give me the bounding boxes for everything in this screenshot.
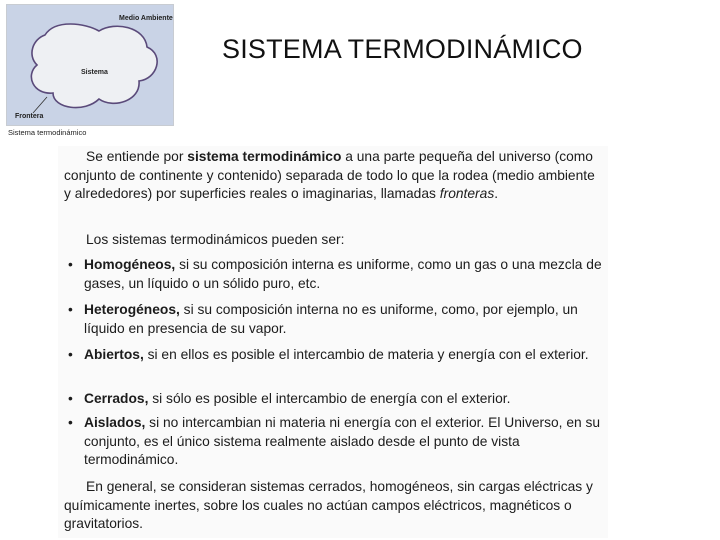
environment-label: Medio Ambiente: [119, 15, 173, 22]
item-term: Cerrados,: [84, 391, 149, 406]
item-description: si en ellos es posible el intercambio de materia y energía con el exterior.: [143, 347, 589, 362]
list-item: [64, 346, 604, 365]
textbook-excerpt: [58, 146, 608, 538]
system-label: Sistema: [81, 69, 108, 76]
intro-term: sistema termodinámico: [187, 149, 342, 164]
intro-end: .: [494, 186, 499, 202]
system-diagram: [6, 4, 174, 126]
bullet-icon: •: [68, 391, 73, 406]
bullet-icon: •: [68, 302, 73, 317]
intro-paragraph: [64, 148, 604, 204]
system-diagram-graphic: [7, 5, 173, 125]
general-paragraph: En general, se consideran sistemas cerrados, homogéneos, sin cargas eléctricas y químicamente inertes, sobre los cuales no actúan campos eléctricos, magnéticos o gravitatorios.: [64, 479, 593, 532]
item-term: Aislados,: [84, 415, 146, 430]
intro-italic-term: fronteras: [439, 186, 495, 202]
boundary-label: Frontera: [15, 113, 44, 120]
item-term: Heterogéneos,: [84, 302, 180, 317]
item-description: si su composición interna no es uniforme, como, por ejemplo, un líquido en presencia de su vapor.: [84, 302, 578, 336]
item-description: si sólo es posible el intercambio de energía con el exterior.: [148, 391, 511, 406]
item-term: Abiertos,: [84, 347, 144, 362]
slide-title: SISTEMA TERMODINÁMICO: [222, 34, 583, 64]
item-description: si no intercambian ni materia ni energía con el exterior. El Universo, en su conjunto, es el único sistema realmente aislado desde el punto de vista termodinámico.: [84, 415, 601, 468]
list-item: [64, 414, 604, 470]
list-item: [64, 390, 604, 409]
bullet-icon: •: [68, 257, 73, 272]
figure-caption: Sistema termodinámico: [8, 128, 87, 137]
item-description: si su composición interna es uniforme, como un gas o una mezcla de gases, un líquido o un sólido puro, etc.: [84, 257, 602, 291]
types-intro: Los sistemas termodinámicos pueden ser:: [86, 232, 345, 247]
intro-text-1: Se entiende por: [86, 149, 188, 164]
list-item: [64, 256, 604, 293]
list-item: [64, 301, 604, 338]
bullet-icon: •: [68, 415, 73, 430]
intro-text-2: a una parte pequeña del universo (como conjunto de continente y contenido) separada de todo lo que la rodea (medio ambiente y alrededores) por superficies reales o imaginarias, llamadas: [64, 149, 595, 202]
item-term: Homogéneos,: [84, 257, 176, 272]
bullet-icon: •: [68, 347, 73, 362]
